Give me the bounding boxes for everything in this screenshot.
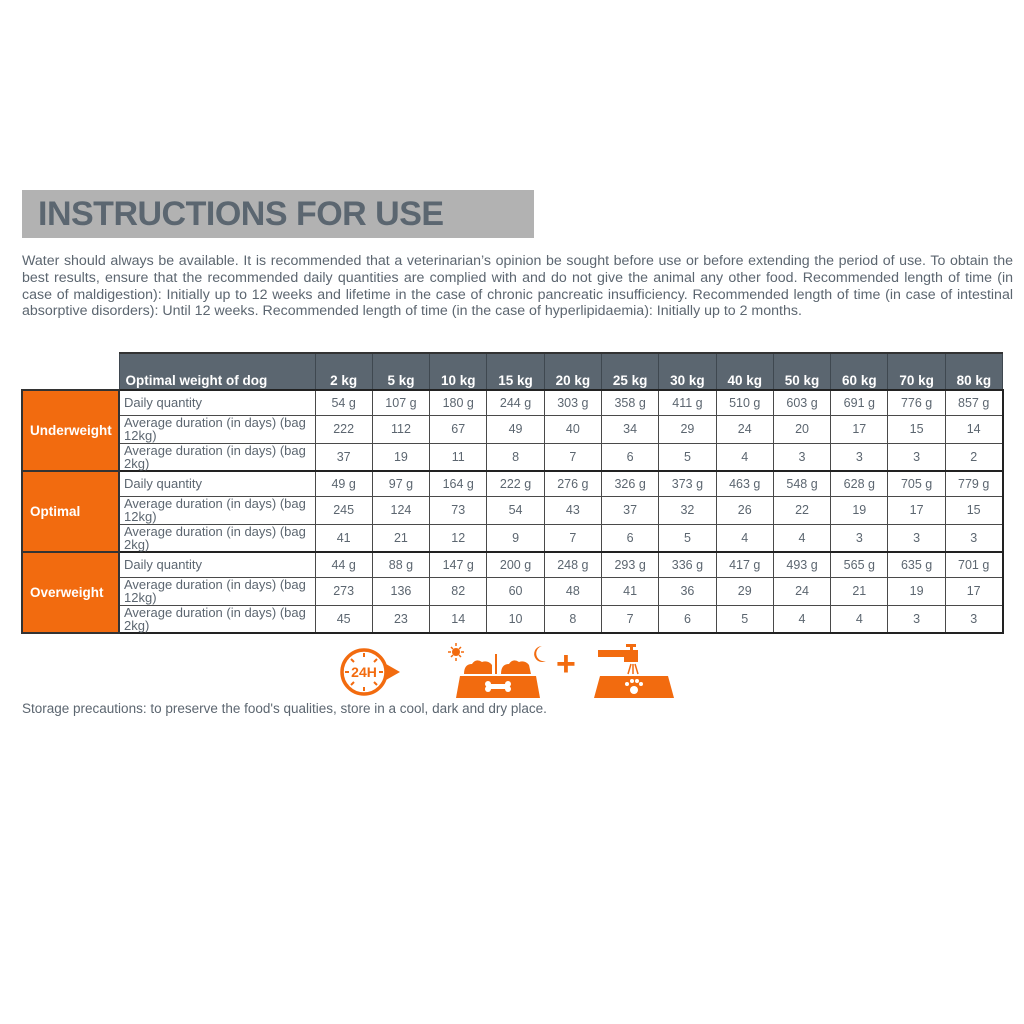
table-cell: 336 g	[659, 552, 716, 577]
clock-24h-icon	[338, 646, 406, 698]
header-weight: 50 kg	[773, 353, 830, 390]
header-weight: 60 kg	[831, 353, 888, 390]
table-cell: 3	[831, 443, 888, 471]
icon-strip	[0, 640, 1024, 700]
table-cell: 10	[487, 605, 544, 633]
table-cell: 73	[430, 496, 487, 524]
table-cell: 12	[430, 524, 487, 552]
table-cell: 67	[430, 415, 487, 443]
table-cell: 15	[945, 496, 1002, 524]
table-cell: 4	[831, 605, 888, 633]
table-cell: 705 g	[888, 471, 945, 496]
table-cell: 107 g	[372, 390, 429, 415]
table-cell: 54	[487, 496, 544, 524]
table-row	[22, 605, 1003, 633]
table-cell: 19	[372, 443, 429, 471]
table-cell: 14	[945, 415, 1002, 443]
feeding-table	[21, 352, 1004, 634]
table-cell: 14	[430, 605, 487, 633]
table-cell: 3	[945, 524, 1002, 552]
header-weight: 70 kg	[888, 353, 945, 390]
intro-paragraph: Water should always be available. It is recommended that a veterinarian’s opinion be sought before use or before extending the period of use. To obtain the best results, ensure that the recommended daily quantities are complied with and do not give the animal any other food. Recommended length of time (in case of maldigestion): Initially up to 12 weeks and lifetime in the case of chronic pancreatic insufficiency. Recommended length of time (in case of intestinal absorptive disorders): Until 12 weeks. Recommended length of time (in the case of hyperlipidaemia): Initially up to 2 months.	[22, 253, 1013, 320]
table-cell: 26	[716, 496, 773, 524]
table-cell: 147 g	[430, 552, 487, 577]
table-cell: 49	[487, 415, 544, 443]
table-cell: 4	[773, 605, 830, 633]
table-cell: 45	[315, 605, 372, 633]
table-cell: 776 g	[888, 390, 945, 415]
table-cell: 20	[773, 415, 830, 443]
table-cell: 245	[315, 496, 372, 524]
table-cell: 60	[487, 577, 544, 605]
header-weight-label: Optimal weight of dog	[119, 353, 315, 390]
row-label: Average duration (in days) (bag 12kg)	[119, 496, 315, 524]
table-cell: 510 g	[716, 390, 773, 415]
table-cell: 17	[945, 577, 1002, 605]
table-cell: 6	[659, 605, 716, 633]
header-weight: 2 kg	[315, 353, 372, 390]
table-cell: 326 g	[601, 471, 658, 496]
weight-category-overweight: Overweight	[22, 552, 119, 633]
table-cell: 97 g	[372, 471, 429, 496]
table-cell: 44 g	[315, 552, 372, 577]
plus-icon: +	[556, 645, 576, 683]
table-cell: 40	[544, 415, 601, 443]
table-cell: 3	[773, 443, 830, 471]
header-weight: 15 kg	[487, 353, 544, 390]
table-cell: 112	[372, 415, 429, 443]
table-cell: 3	[888, 605, 945, 633]
table-cell: 373 g	[659, 471, 716, 496]
table-cell: 248 g	[544, 552, 601, 577]
table-cell: 244 g	[487, 390, 544, 415]
table-cell: 411 g	[659, 390, 716, 415]
table-cell: 24	[716, 415, 773, 443]
table-cell: 3	[831, 524, 888, 552]
header-weight: 5 kg	[372, 353, 429, 390]
table-cell: 34	[601, 415, 658, 443]
row-label: Average duration (in days) (bag 12kg)	[119, 577, 315, 605]
table-cell: 6	[601, 443, 658, 471]
weight-category-optimal: Optimal	[22, 471, 119, 552]
table-cell: 200 g	[487, 552, 544, 577]
food-bowl-day-night-icon	[448, 642, 550, 700]
table-cell: 3	[945, 605, 1002, 633]
table-cell: 48	[544, 577, 601, 605]
table-cell: 15	[888, 415, 945, 443]
table-cell: 548 g	[773, 471, 830, 496]
table-cell: 5	[659, 443, 716, 471]
weight-category-underweight: Underweight	[22, 390, 119, 471]
table-cell: 273	[315, 577, 372, 605]
table-cell: 463 g	[716, 471, 773, 496]
row-label: Daily quantity	[119, 390, 315, 415]
table-cell: 7	[544, 443, 601, 471]
table-cell: 3	[888, 524, 945, 552]
table-row	[22, 496, 1003, 524]
table-cell: 49 g	[315, 471, 372, 496]
table-cell: 2	[945, 443, 1002, 471]
table-cell: 11	[430, 443, 487, 471]
table-cell: 293 g	[601, 552, 658, 577]
table-cell: 17	[888, 496, 945, 524]
table-cell: 303 g	[544, 390, 601, 415]
table-cell: 23	[372, 605, 429, 633]
table-cell: 7	[601, 605, 658, 633]
table-cell: 8	[544, 605, 601, 633]
table-cell: 41	[601, 577, 658, 605]
table-cell: 164 g	[430, 471, 487, 496]
header-weight: 30 kg	[659, 353, 716, 390]
row-label: Average duration (in days) (bag 2kg)	[119, 605, 315, 633]
table-cell: 32	[659, 496, 716, 524]
table-row	[22, 524, 1003, 552]
table-cell: 17	[831, 415, 888, 443]
table-cell: 82	[430, 577, 487, 605]
storage-precautions: Storage precautions: to preserve the food's qualities, store in a cool, dark and dry place.	[22, 701, 547, 716]
table-cell: 180 g	[430, 390, 487, 415]
table-cell: 222 g	[487, 471, 544, 496]
table-cell: 22	[773, 496, 830, 524]
header-weight: 25 kg	[601, 353, 658, 390]
header-corner	[22, 353, 119, 390]
table-cell: 6	[601, 524, 658, 552]
table-cell: 701 g	[945, 552, 1002, 577]
table-row	[22, 415, 1003, 443]
table-cell: 5	[716, 605, 773, 633]
page-title: INSTRUCTIONS FOR USE	[38, 195, 444, 233]
table-cell: 21	[831, 577, 888, 605]
table-cell: 124	[372, 496, 429, 524]
table-cell: 24	[773, 577, 830, 605]
table-cell: 628 g	[831, 471, 888, 496]
table-cell: 36	[659, 577, 716, 605]
table-cell: 3	[888, 443, 945, 471]
table-cell: 222	[315, 415, 372, 443]
table-cell: 19	[888, 577, 945, 605]
header-weight: 80 kg	[945, 353, 1002, 390]
table-cell: 4	[773, 524, 830, 552]
table-cell: 37	[315, 443, 372, 471]
header-weight: 10 kg	[430, 353, 487, 390]
table-row	[22, 443, 1003, 471]
title-banner	[22, 190, 534, 238]
header-weight: 20 kg	[544, 353, 601, 390]
table-row	[22, 577, 1003, 605]
table-header-row	[22, 353, 1003, 390]
water-tap-bowl-icon	[594, 644, 676, 700]
table-row	[22, 552, 1003, 577]
header-weight: 40 kg	[716, 353, 773, 390]
table-row	[22, 390, 1003, 415]
table-cell: 4	[716, 443, 773, 471]
svg-text:24H: 24H	[351, 664, 377, 680]
table-cell: 603 g	[773, 390, 830, 415]
table-cell: 41	[315, 524, 372, 552]
table-cell: 493 g	[773, 552, 830, 577]
table-cell: 88 g	[372, 552, 429, 577]
table-cell: 276 g	[544, 471, 601, 496]
table-cell: 857 g	[945, 390, 1002, 415]
table-cell: 43	[544, 496, 601, 524]
table-cell: 779 g	[945, 471, 1002, 496]
row-label: Average duration (in days) (bag 2kg)	[119, 524, 315, 552]
table-cell: 5	[659, 524, 716, 552]
table-cell: 19	[831, 496, 888, 524]
table-cell: 21	[372, 524, 429, 552]
table-cell: 9	[487, 524, 544, 552]
table-row	[22, 471, 1003, 496]
table-cell: 635 g	[888, 552, 945, 577]
row-label: Daily quantity	[119, 471, 315, 496]
table-cell: 8	[487, 443, 544, 471]
table-cell: 358 g	[601, 390, 658, 415]
table-cell: 417 g	[716, 552, 773, 577]
table-body	[22, 390, 1003, 633]
row-label: Average duration (in days) (bag 12kg)	[119, 415, 315, 443]
table-cell: 54 g	[315, 390, 372, 415]
table-cell: 565 g	[831, 552, 888, 577]
table-cell: 136	[372, 577, 429, 605]
row-label: Average duration (in days) (bag 2kg)	[119, 443, 315, 471]
table-cell: 37	[601, 496, 658, 524]
table-cell: 7	[544, 524, 601, 552]
table-cell: 29	[659, 415, 716, 443]
table-cell: 691 g	[831, 390, 888, 415]
table-cell: 29	[716, 577, 773, 605]
row-label: Daily quantity	[119, 552, 315, 577]
table-cell: 4	[716, 524, 773, 552]
